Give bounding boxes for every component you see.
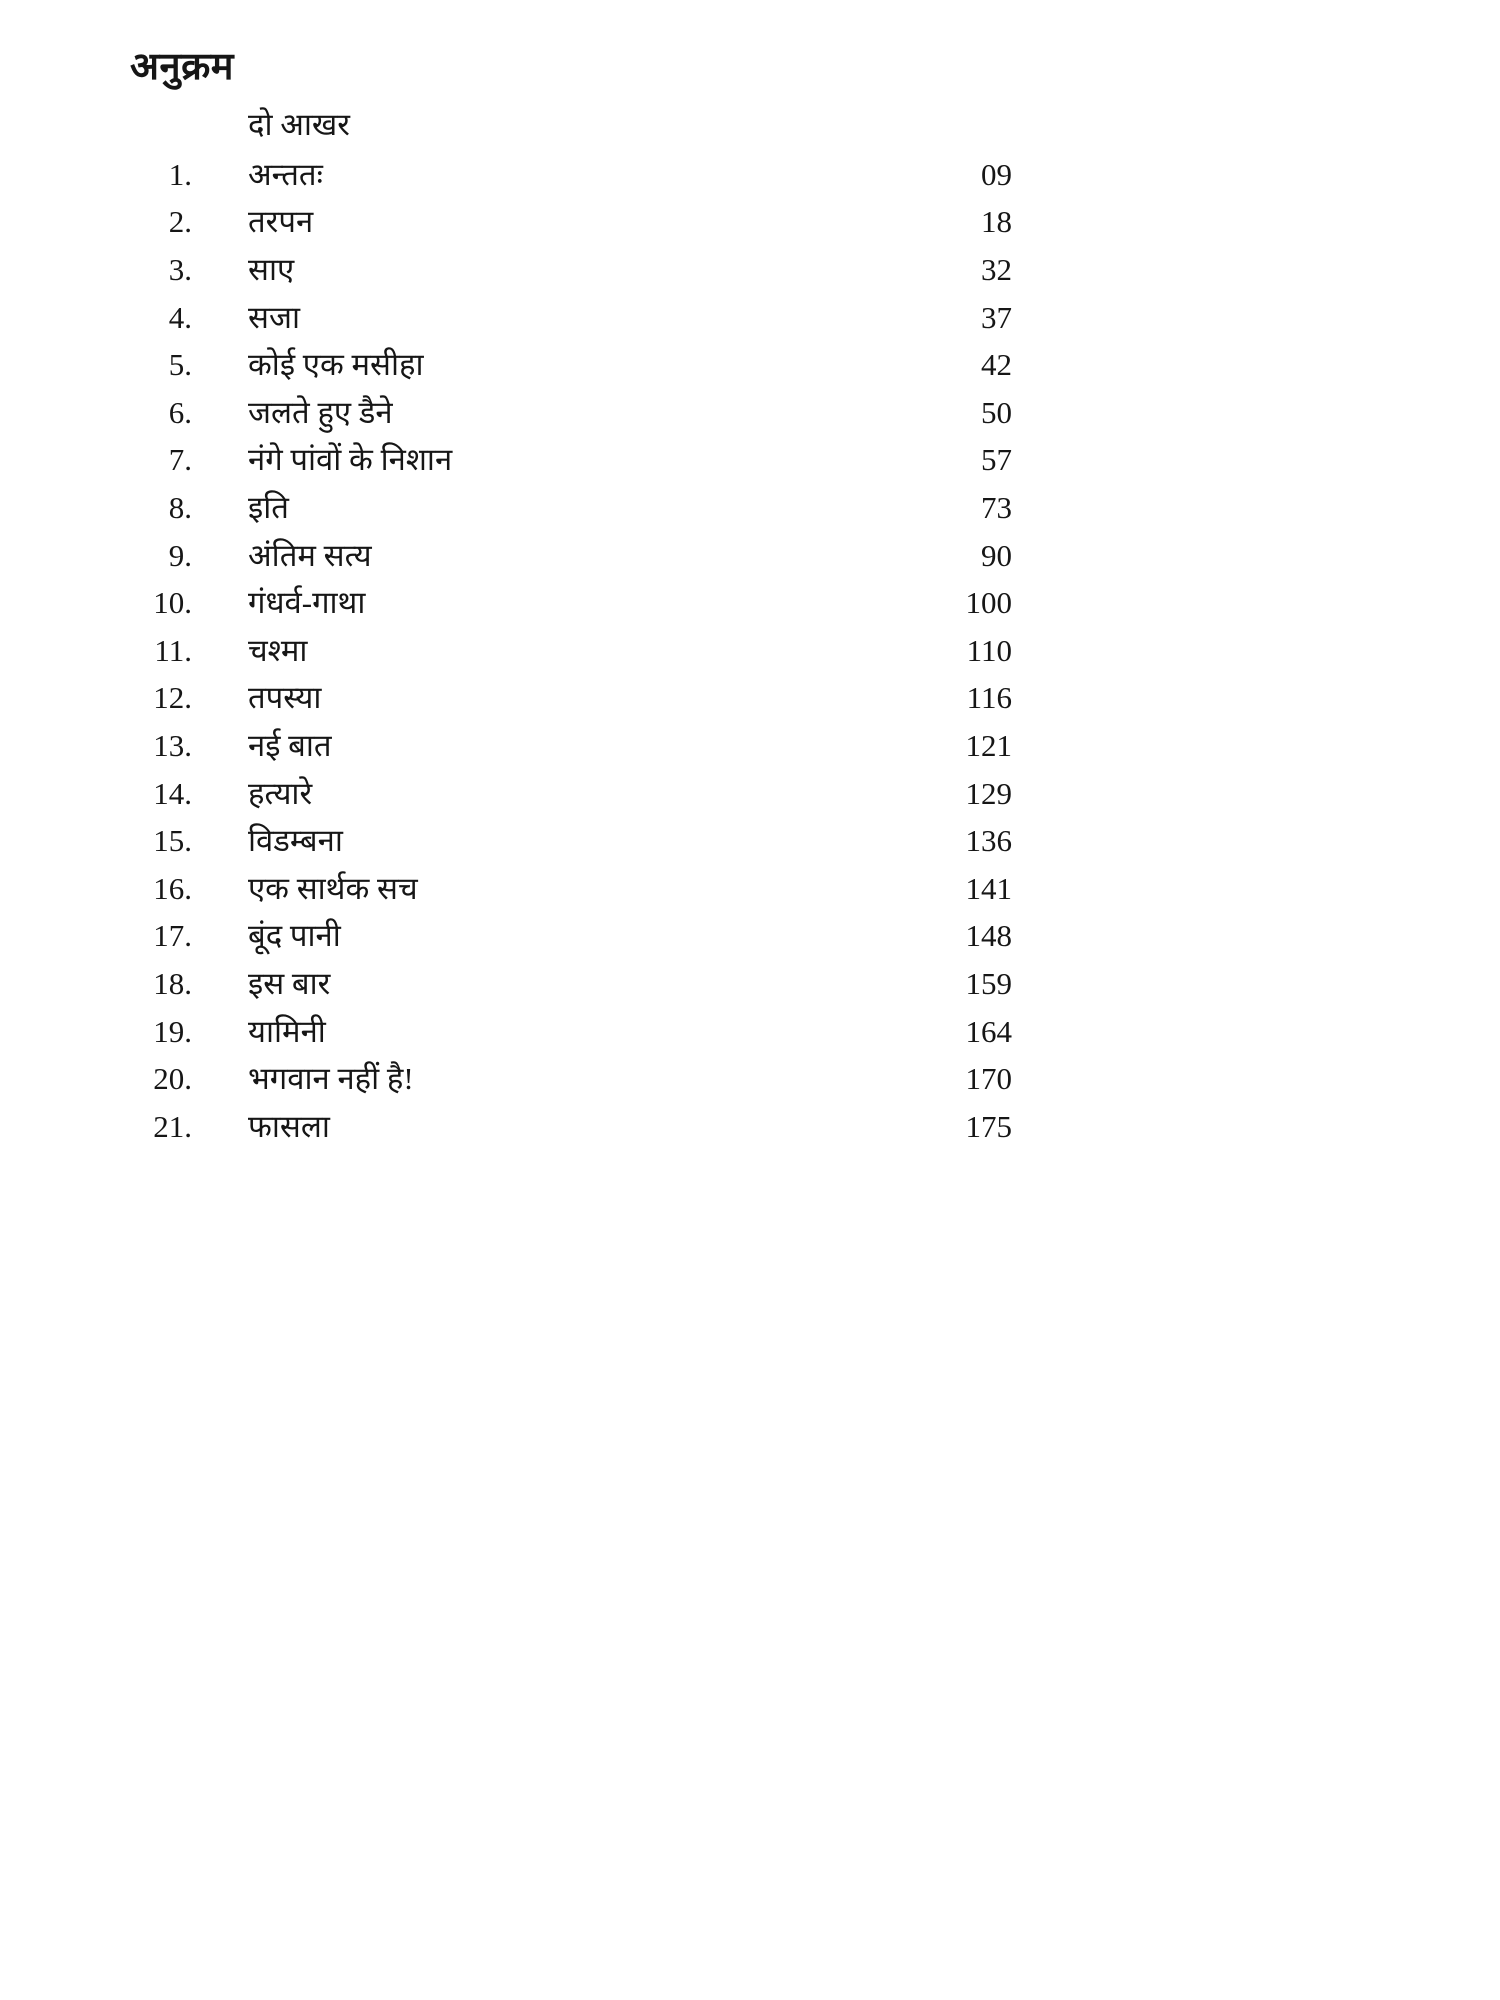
toc-row-number: 10. [153,585,192,621]
toc-row [130,867,1012,915]
toc-row [130,534,1012,582]
toc-row-title: नंगे पांवों के निशान [248,442,453,478]
toc-row-title: तपस्या [248,680,322,716]
toc-subtitle: दो आखर [248,106,350,142]
toc-row-number: 17. [153,918,192,954]
toc-row [130,819,1012,867]
toc-row [130,391,1012,439]
toc-row-number: 6. [168,394,192,430]
toc-row-page: 141 [965,870,1012,906]
toc-row-title: विडम्बना [248,823,343,859]
toc-row [130,724,1012,772]
toc-row-title: तरपन [248,204,314,240]
toc-row [130,914,1012,962]
toc-page [0,0,1012,1152]
toc-row-title: साए [248,252,295,288]
toc-row-title: भगवान नहीं है! [248,1061,414,1097]
toc-row-page: 90 [981,537,1012,573]
toc-row [130,200,1012,248]
toc-list [130,153,1012,1152]
toc-row [130,153,1012,201]
toc-row [130,772,1012,820]
toc-row-page: 129 [965,775,1012,811]
toc-row-page: 170 [965,1061,1012,1097]
toc-row-page: 175 [965,1108,1012,1144]
toc-row-number: 8. [168,490,192,526]
toc-row-title: यामिनी [248,1013,326,1049]
toc-heading: अनुक्रम [130,46,235,88]
toc-row-title: इस बार [248,965,331,1001]
toc-row-number: 19. [153,1013,192,1049]
toc-row-title: इति [248,490,289,526]
toc-row-page: 09 [981,156,1012,192]
toc-row-number: 5. [168,347,192,383]
toc-row-page: 148 [965,918,1012,954]
toc-row [130,486,1012,534]
toc-row-title: अन्ततः [248,156,323,192]
toc-row-title: जलते हुए डैने [248,394,393,430]
toc-row-title: एक सार्थक सच [248,870,418,906]
toc-row-number: 11. [154,632,192,668]
toc-row [130,629,1012,677]
toc-row-page: 164 [965,1013,1012,1049]
toc-row-number: 1. [168,156,192,192]
toc-row-title: अंतिम सत्य [248,537,372,573]
toc-row-number: 7. [168,442,192,478]
toc-row-number: 16. [153,870,192,906]
toc-row-number: 20. [153,1061,192,1097]
toc-row [130,296,1012,344]
toc-row-number: 18. [153,965,192,1001]
toc-row-number: 15. [153,823,192,859]
toc-row-number: 2. [168,204,192,240]
toc-row [130,438,1012,486]
toc-row-page: 121 [965,728,1012,763]
toc-row-title: फासला [248,1108,330,1144]
toc-row-title: बूंद पानी [248,918,341,954]
toc-row [130,248,1012,296]
toc-row [130,343,1012,391]
toc-row-number: 3. [168,252,192,288]
toc-row-number: 13. [153,728,192,763]
toc-row-page: 136 [965,823,1012,859]
toc-row-page: 50 [981,394,1012,430]
toc-row [130,1105,1012,1153]
toc-row-title: चश्मा [248,632,308,668]
toc-row-number: 14. [153,775,192,811]
toc-row-number: 21. [153,1108,192,1144]
toc-row-page: 159 [965,965,1012,1001]
toc-row-title: कोई एक मसीहा [248,347,424,383]
toc-row-page: 37 [981,299,1012,335]
toc-row-title: नई बात [248,728,332,763]
toc-row-page: 110 [966,632,1012,668]
toc-row-number: 12. [153,680,192,716]
toc-row-page: 57 [981,442,1012,478]
toc-row-title: हत्यारे [248,775,313,811]
toc-row-title: सजा [248,299,300,335]
toc-row-page: 116 [966,680,1012,716]
toc-row-number: 9. [168,537,192,573]
toc-row [130,676,1012,724]
toc-row [130,581,1012,629]
toc-row [130,962,1012,1010]
toc-row-page: 42 [981,347,1012,383]
toc-row-page: 18 [981,204,1012,240]
toc-row [130,1057,1012,1105]
toc-row-number: 4. [168,299,192,335]
toc-row-title: गंधर्व-गाथा [248,585,366,621]
toc-row-page: 73 [981,490,1012,526]
toc-row-page: 32 [981,252,1012,288]
toc-row [130,1010,1012,1058]
toc-row-page: 100 [965,585,1012,621]
